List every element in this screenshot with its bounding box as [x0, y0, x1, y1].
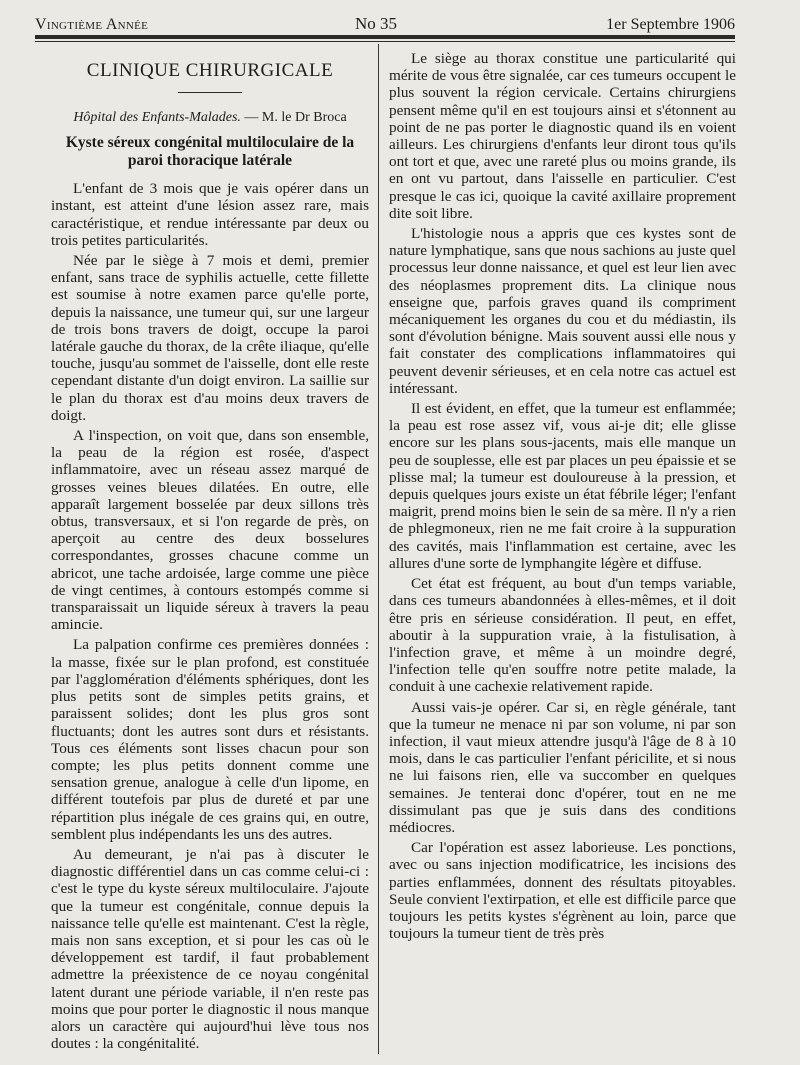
volume-label: Vingtième Année: [35, 16, 149, 33]
header-rule-thin: [35, 41, 735, 42]
issue-date: 1er Septembre 1906: [606, 16, 735, 33]
paragraph: A l'inspection, on voit que, dans son ensemble, la peau de la région est rosée, d'aspect inflammatoire, avec un réseau assez marqué de grosses veines bleues dilatées. En outre, elle apparaît largement bosselée par deux sillons très obtus, transversaux, et si l'on regarde de près, on aperçoit au centre des deux bosselures correspondantes, grosses chacune comme un abricot, une tache ardoisée, large comme une pièce de vingt centimes, à contours estompés comme si transparaissait un liquide séreux à travers la peau amincie.: [51, 427, 369, 634]
left-column: [51, 60, 369, 1055]
paragraph: Née par le siège à 7 mois et demi, premier enfant, sans trace de syphilis actuelle, cette fillette est soumise à notre examen parce qu'elle porte, depuis la naissance, une tumeur qui, sur une largeur de trois bons travers de doigt, occupe la paroi latérale gauche du thorax, de la crête iliaque, qu'elle touche, jusqu'au sommet de l'aisselle, dont elle reste cependant distante d'un doigt environ. La saillie sur le plan du thorax est d'au moins deux travers de doigt.: [51, 252, 369, 424]
author-name: — M. le Dr Broca: [240, 110, 347, 125]
article-title: Kyste séreux congénital multiloculaire de la paroi thoracique latérale: [65, 134, 355, 170]
paragraph: Au demeurant, je n'ai pas à discuter le diagnostic différentiel dans un cas comme celui-ci : c'est le type du kyste séreux multiloculaire. J'ajoute que la tumeur est congénitale, connue depuis la naissance telle qu'elle est maintenant. C'est la règle, mais non sans exception, et si pour les cas où le développement est tardif, il faut probablement admettre la préexistence de ce noyau congénital latent durant une période variable, il n'en reste pas moins que pour porter le diagnostic il nous manque alors un caractère qui aujourd'hui lève tous nos doutes : la congénitalité.: [51, 845, 369, 1053]
paragraph: Le siège au thorax constitue une particularité qui mérite de vous être signalée, car ces tumeurs occupent le plus souvent la région cervicale. Certains chirurgiens pensent même qu'il en est toujours ainsi et s'étonnent au point de ne pas porter le diagnostic quand ils en voient ailleurs. Les chirurgiens d'enfants leur diront tous qu'ils ont tort et que, avec une rareté plus ou moins grande, ils en ont vu partout, dans l'aisselle en particulier. C'est presque le cas ici, quoique la cavité axillaire proprement dite soit libre.: [389, 50, 736, 222]
header-rule-thick: [35, 35, 735, 39]
paragraph: Car l'opération est assez laborieuse. Les ponctions, avec ou sans injection modificatrice, les incisions des parties enflammées, donnent des résultats pitoyables. Seule convient l'extirpation, et elle est difficile parce que toujours les petits kystes s'égrènent au loin, parce que toujours la tumeur tient de très près: [389, 839, 736, 943]
issue-number: No 35: [355, 14, 398, 33]
right-column: [389, 50, 736, 945]
paragraph: La palpation confirme ces premières données : la masse, fixée sur le plan profond, est constituée par l'agglomération d'éléments sphériques, dont les plus petits sont de simples petits grains, et paraissent solides; dont les plus gros sont fluctuants; dont les autres sont durs et résistants. Tous ces éléments sont lisses chacun pour son compte; les plus petits donnent comme une sensation grenue, analogue à celle d'un lipome, en différent toutefois par plus de dureté et par une répartition plus inégale de ces grains qui, en outre, semblent plus indépendants les uns des autres.: [51, 636, 369, 843]
hospital-name: Hôpital des Enfants-Malades.: [73, 110, 241, 125]
paragraph: Cet état est fréquent, au bout d'un temps variable, dans ces tumeurs abandonnées à elles-mêmes, et il doit être pris en sérieuse considération. Il peut, en effet, aboutir à la suppuration vraie, à la fistulisation, à l'infection grave, et même à un moindre degré, l'infection telle qu'en souffre notre petite malade, la conduit à une cachexie relativement rapide.: [389, 575, 736, 696]
paragraph: L'histologie nous a appris que ces kystes sont de nature lymphatique, sans que nous sachions au juste quel processus leur donne naissance, et quel est leur lien avec des néoplasmes proprement dits. La clinique nous enseigne que, parfois graves quand ils compriment mécaniquement les organes du cou et du médiastin, ils sont d'évolution bénigne. Mais souvent aussi elle nous y fait constater des complications inflammatoires qui peuvent devenir sérieuses, et en cela notre cas actuel est intéressant.: [389, 225, 736, 397]
title-rule: [178, 92, 242, 93]
paragraph: Il est évident, en effet, que la tumeur est enflammée; la peau est rose assez vif, vous ai-je dit; elle glisse encore sur les plans sous-jacents, mais elle manque un peu de souplesse, elle est par places un peu épaissie et se plisse mal; la tumeur est douloureuse à la pression, et depuis quelques jours existe un état fébrile léger; l'enfant maigrit, prend moins bien le sein de sa mère. Il n'y a rien de phlegmoneux, rien ne me fait croire à la suppuration des cavités, mais l'inflammation est certaine, avec les allures d'une sorte de lymphangite légère et diffuse.: [389, 400, 736, 572]
paragraph: L'enfant de 3 mois que je vais opérer dans un instant, est atteint d'une lésion assez rare, mais caractéristique, et rendue intéressante par deux ou trois petites particularités.: [51, 180, 369, 249]
running-header: [35, 14, 735, 36]
byline: [51, 109, 369, 126]
column-divider: [378, 44, 379, 1054]
paragraph: Aussi vais-je opérer. Car si, en règle générale, tant que la tumeur ne menace ni par son volume, ni par son infection, il vaut mieux attendre jusqu'à l'âge de 8 à 10 mois, dans le cas particulier l'enfant péricilite, et si nous ne lui faisons rien, elle va succomber en quelques semaines. Je tenterai donc d'opérer, tout en ne me dissimulant pas que je suis dans des conditions médiocres.: [389, 698, 736, 836]
section-title: CLINIQUE CHIRURGICALE: [86, 60, 334, 81]
